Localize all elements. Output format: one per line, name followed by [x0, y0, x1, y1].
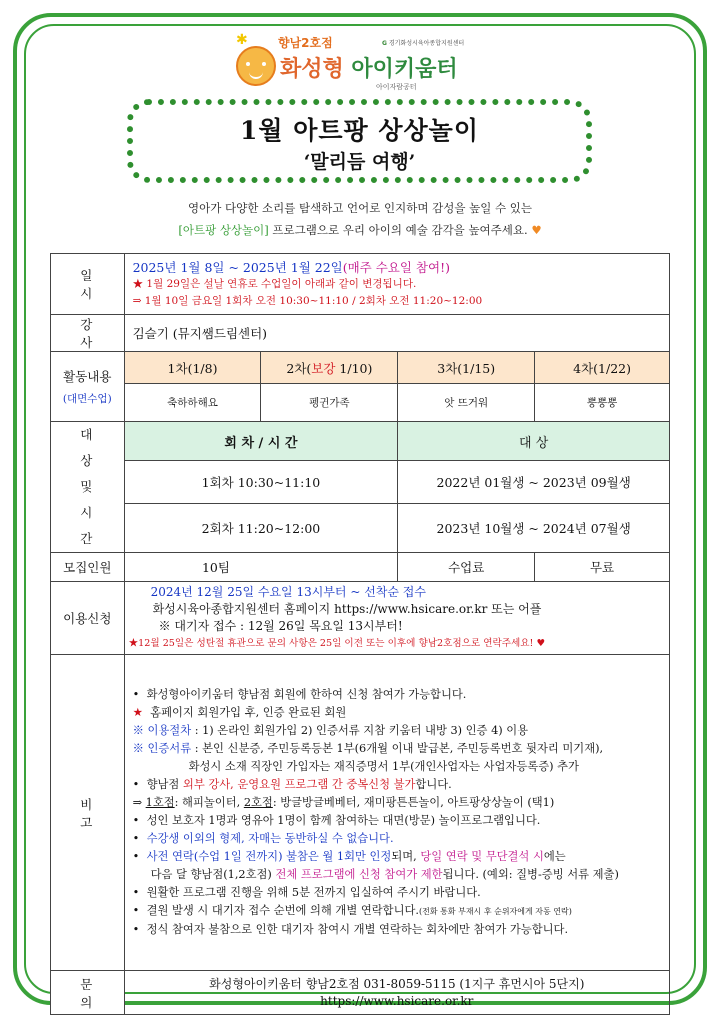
label-schedule: 일 시: [51, 254, 125, 315]
contact-cell: [124, 971, 669, 1015]
remark-2: [133, 704, 663, 722]
session-topic-4: 뿡뿡뿡: [535, 384, 670, 422]
remark-9-d: 에는: [543, 849, 566, 863]
remark-9e-b: 전체 프로그램에 신청 참여가 제한: [275, 867, 443, 881]
smile-face-icon: [236, 46, 276, 86]
session-round-3: 3차(1/15): [398, 352, 535, 384]
session-topic-1: 축하하해요: [124, 384, 261, 422]
remark-6-a: 1호점: [145, 795, 175, 809]
arrow-icon: ⇒: [132, 795, 146, 809]
apply-line-4: [129, 635, 663, 652]
target-time-2: 2회차 11:20~12:00: [124, 504, 398, 553]
title-box: [127, 99, 592, 183]
bullet-icon: •: [132, 903, 140, 917]
session-round-2-post: 1/10): [335, 360, 373, 376]
fee-label: 수업료: [398, 553, 535, 582]
intro-rest: 프로그램으로 우리 아이의 예술 감각을 높여주세요.: [268, 223, 528, 237]
session-round-2: [261, 352, 398, 384]
session-round-1: 1차(1/8): [124, 352, 261, 384]
bullet-icon: •: [132, 687, 140, 701]
label-instructor: 강 사: [51, 315, 125, 352]
row-target-header: [51, 422, 670, 461]
bullet-icon: •: [132, 813, 140, 827]
remark-12: [133, 921, 663, 939]
schedule-dates: [133, 259, 661, 276]
remark-5-pre: 향남점: [146, 777, 183, 791]
remark-4b: 화성시 소재 직장인 가입자는 재직증명서 1부(개인사업자는 사업자등록증) 추가: [188, 759, 579, 773]
remark-9-a: 사전 연락(수업 1일 전까지) 불참은 월 1회만 인정: [146, 849, 392, 863]
contact-line-2: https://www.hsicare.or.kr: [320, 993, 474, 1008]
intro-line-1: 영아가 다양한 소리를 탐색하고 언어로 인지하며 감성을 높일 수 있는: [188, 201, 532, 215]
remark-5: [133, 776, 663, 794]
recruit-value: 10팀: [124, 553, 398, 582]
instructor-name: 김슬기 (뮤지쌤드림센터): [124, 315, 669, 352]
remark-10: [133, 884, 663, 902]
schedule-notice-1: ★ 1월 29일은 설날 연휴로 수업일이 아래과 같이 변경됩니다.: [132, 277, 417, 290]
remark-6-b: : 해피놀이터,: [174, 795, 244, 809]
row-schedule: [51, 254, 670, 315]
logo-gov-text: [382, 38, 464, 47]
remark-4: [133, 740, 663, 758]
star-icon: ✱: [236, 32, 248, 48]
label-activities-sub: (대면수업): [62, 393, 112, 405]
apply-line-3: ※ 대기자 접수 : 12월 26일 목요일 13시부터!: [158, 619, 403, 633]
target-age-2: 2023년 10월생 ~ 2024년 07월생: [398, 504, 670, 553]
logo-name: [280, 52, 458, 83]
label-activities: [51, 352, 125, 422]
remark-9-b: 되며,: [391, 849, 421, 863]
remark-2-text: 홈페이지 회원가입 후, 인증 완료된 회원: [146, 705, 347, 719]
session-topic-3: 앗 뜨거워: [398, 384, 535, 422]
row-remarks: [51, 655, 670, 971]
gov-logo-icon: G: [382, 40, 387, 47]
label-target: [51, 422, 125, 553]
remark-11: [133, 902, 663, 921]
row-target-2: [51, 504, 670, 553]
remark-5-post: 합니다.: [415, 777, 452, 791]
intro-line-2: [40, 222, 680, 238]
logo-branch: 향남2호점: [278, 36, 333, 50]
remark-3-mark: ※ 이용절차: [132, 723, 192, 737]
remark-7: [133, 812, 663, 830]
remark-10-text: 원활한 프로그램 진행을 위해 5분 전까지 입실하여 주시기 바랍니다.: [146, 885, 481, 899]
remark-3: [133, 722, 663, 740]
row-activities-topics: [51, 384, 670, 422]
target-time-1: 1회차 10:30~11:10: [124, 461, 398, 504]
remark-6-d: : 방글방글베베터, 재미팡튼튼놀이, 아트팡상상놀이 (택1): [272, 795, 555, 809]
intro-highlight: [아트팡 상상놀이]: [178, 223, 269, 237]
page-title: 1월 아트팡 상상놀이: [239, 116, 479, 145]
label-contact: 문 의: [51, 971, 125, 1015]
heart-icon: ♥: [536, 638, 546, 649]
bullet-icon: •: [132, 777, 140, 791]
session-round-2-hl: 보강: [311, 360, 336, 376]
bullet-icon: •: [132, 849, 140, 863]
remark-6: [133, 794, 663, 812]
logo: [236, 30, 496, 94]
label-target-1: 대 상: [80, 427, 109, 468]
row-activities-header: [51, 352, 670, 384]
apply-notice: ★12월 25일은 성탄절 휴관으로 문의 사항은 25일 이전 또는 이후에 향남2호점으로 연락주세요!: [128, 638, 534, 649]
heart-icon: ♥: [531, 223, 542, 237]
logo-name-a: 화성형: [280, 57, 352, 82]
label-recruit: 모집인원: [51, 553, 125, 582]
schedule-cell: [124, 254, 669, 315]
apply-cell: [124, 582, 669, 655]
row-instructor: [51, 315, 670, 352]
remark-1: [133, 686, 663, 704]
remark-9-c: 당일 연락 및 무단결석 시: [420, 849, 544, 863]
bullet-icon: •: [132, 885, 140, 899]
logo-sub: 아이자람공터: [376, 83, 417, 91]
remark-5-hl: 외부 강사, 운영요원 프로그램 간 중복신청 불가: [182, 777, 416, 791]
remark-8-text: 수강생 이외의 형제, 자매는 동반하실 수 없습니다.: [146, 831, 394, 845]
bullet-icon: •: [132, 922, 140, 936]
remark-4-text: : 본인 신분증, 주민등록등본 1부(6개월 이내 발급본, 주민등록번호 뒷자리 미기재),: [191, 741, 604, 755]
schedule-notice-2: ⇒ 1월 10일 금요일 1회차 오전 10:30~11:10 / 2회차 오전 11:20~12:00: [132, 294, 483, 307]
schedule-range: 2025년 1월 8일 ~ 2025년 1월 22일: [132, 259, 343, 275]
header-time: 회 차 / 시 간: [124, 422, 398, 461]
label-apply: 이용신청: [51, 582, 125, 655]
remarks-cell: [124, 655, 669, 971]
fee-value: 무료: [535, 553, 670, 582]
info-table: [50, 253, 670, 1015]
remark-9e-c: 됩니다. (예외: 질병-증빙 서류 제출): [442, 867, 619, 881]
row-apply: [51, 582, 670, 655]
label-target-2: 및: [80, 479, 109, 494]
row-target-1: [51, 461, 670, 504]
logo-name-b: 아이키움터: [351, 57, 458, 82]
apply-line-2: 화성시육아종합지원센터 홈페이지 https://www.hsicare.or.kr 또는 어플: [152, 602, 542, 616]
gov-text: 경기화성시육아종합지원센터: [388, 40, 465, 47]
label-activities-main: 활동내용: [63, 369, 112, 384]
remark-8: [133, 830, 663, 848]
contact-line-1: 화성형아이키움터 향남2호점 031-8059-5115 (1지구 휴먼시아 5단지): [209, 976, 585, 991]
remark-11-text: 결원 발생 시 대기자 접수 순번에 의해 개별 연락합니다.: [146, 903, 419, 917]
remark-3-text: : 1) 온라인 회원가입 2) 인증서류 지참 키움터 내방 3) 인증 4) 이용: [191, 723, 529, 737]
session-round-2-pre: 2차(: [286, 360, 312, 376]
remark-6-c: 2호점: [243, 795, 273, 809]
header-target: 대 상: [398, 422, 670, 461]
session-round-4: 4차(1/22): [535, 352, 670, 384]
row-contact: [51, 971, 670, 1015]
remark-1-text: 화성형아이키움터 향남점 회원에 한하여 신청 참여가 가능합니다.: [146, 687, 467, 701]
remark-12-text: 정식 참여자 불참으로 인한 대기자 참여시 개별 연락하는 회차에만 참여가 가능합니다.: [146, 922, 569, 936]
target-age-1: 2022년 01월생 ~ 2023년 09월생: [398, 461, 670, 504]
row-recruit: [51, 553, 670, 582]
star-icon: ★: [132, 705, 143, 719]
remark-9e-a: 다음 달 향남점(1,2호점): [150, 867, 276, 881]
schedule-highlight: (매주 수요일 참여!): [342, 259, 450, 275]
remark-11-small: (전화 통화 부재시 후 순위자에게 자동 연락): [418, 906, 572, 916]
remark-7-text: 성인 보호자 1명과 영유아 1명이 함께 참여하는 대면(방문) 놀이프로그램입니다.: [146, 813, 541, 827]
apply-line-1: 2024년 12월 25일 수요일 13시부터 ~ 선착순 접수: [150, 585, 426, 599]
remark-9e: [133, 866, 663, 884]
session-topic-2: 펭귄가족: [261, 384, 398, 422]
remark-9: [133, 848, 663, 866]
label-remarks: 비 고: [51, 655, 125, 971]
bullet-icon: •: [132, 831, 140, 845]
remark-4-mark: ※ 인증서류: [132, 741, 192, 755]
label-target-3: 시 간: [80, 505, 109, 546]
page-subtitle: ‘말리듬 여행’: [303, 151, 416, 173]
